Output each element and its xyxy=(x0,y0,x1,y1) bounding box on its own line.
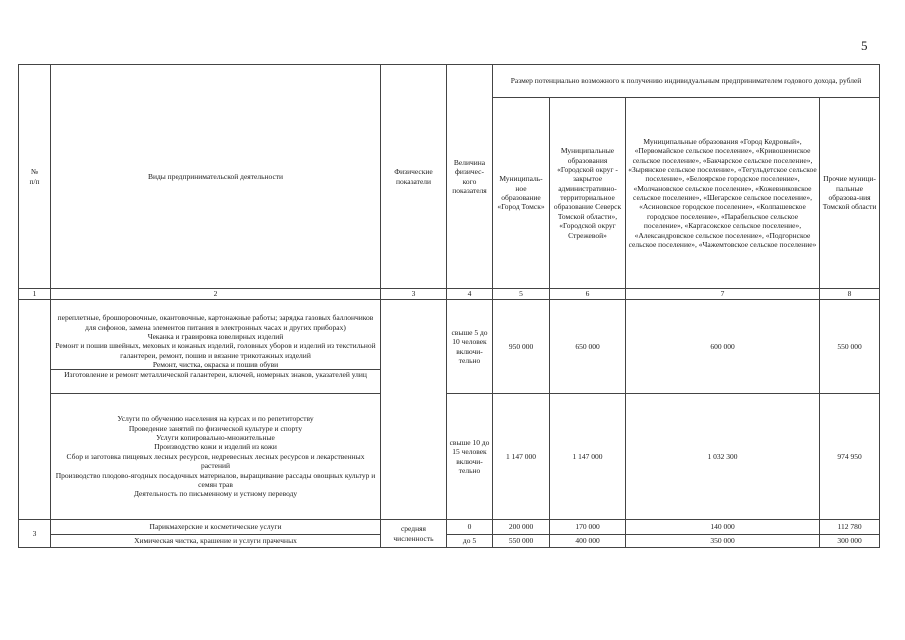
header-seversk: Муниципальные образования «Городской округ - закрытое административно-территориальное образование Северск Томской области», «Городской округ Стрежевой» xyxy=(550,98,626,289)
row-no-cell: 3 xyxy=(19,520,51,548)
table-row xyxy=(19,394,880,520)
phys-cell xyxy=(381,300,447,520)
other-cell: 300 000 xyxy=(820,535,880,548)
header-rural: Муниципальные образования «Город Кедровый», «Первомайское сельское поселение», «Кривошеинское сельское поселение», «Бакчарское сельское поселение», «Зырянское сельское поселение», «Тегульдетское сельское поселение», «Белоярское городское поселение», «Молчановское сельское поселение», «Кожевниковское сельское поселение», «Шегарское сельское поселение», «Асиновское городское поселение», «Колпашевское городское поселение», «Парабельское сельское поселение», «Каргасокское сельское поселение», «Александровское сельское поселение», «Подгорнское сельское поселение», «Чажемтовское сельское поселение» xyxy=(626,98,820,289)
other-cell: 550 000 xyxy=(820,300,880,394)
value-cell: свыше 10 до 15 человек включи-тельно xyxy=(447,394,493,520)
activity-text: Ремонт и пошив швейных, меховых и кожаных изделий, головных уборов и изделий из текстильной галантереи, ремонт, пошив и вязание трикотажных изделий xyxy=(55,341,376,360)
phys-cell: средняя численность xyxy=(381,520,447,548)
activity-text: Чеканка и гравировка ювелирных изделий xyxy=(147,331,284,341)
seversk-cell: 1 147 000 xyxy=(550,394,626,520)
tomsk-cell: 1 147 000 xyxy=(493,394,550,520)
tomsk-cell: 200 000 xyxy=(493,520,550,535)
tomsk-cell: 950 000 xyxy=(493,300,550,394)
col-number: 7 xyxy=(626,289,820,300)
other-cell: 974 950 xyxy=(820,394,880,520)
rural-cell: 140 000 xyxy=(626,520,820,535)
seversk-cell: 650 000 xyxy=(550,300,626,394)
activity-text: Изготовление и ремонт металлической галантереи, ключей, номерных знаков, указателей улиц xyxy=(51,369,380,379)
col-number: 3 xyxy=(381,289,447,300)
table-row xyxy=(19,535,880,548)
value-cell: до 5 xyxy=(447,535,493,548)
header-no: № п/п xyxy=(19,65,51,289)
page-number: 5 xyxy=(861,38,868,53)
value-cell: свыше 5 до 10 человек включи-тельно xyxy=(447,300,493,394)
rural-cell: 350 000 xyxy=(626,535,820,548)
activity-text: Ремонт, чистка, окраска и пошив обуви xyxy=(152,360,279,370)
activity-cell: Химическая чистка, крашение и услуги прачечных xyxy=(51,535,381,548)
activity-cell xyxy=(51,394,381,520)
rural-cell: 600 000 xyxy=(626,300,820,394)
other-cell: 112 780 xyxy=(820,520,880,535)
table-row xyxy=(19,520,880,535)
col-number: 8 xyxy=(820,289,880,300)
col-number: 1 xyxy=(19,289,51,300)
header-other: Прочие муници-пальные образова-ния Томской области xyxy=(820,98,880,289)
activity-text: Услуги копировально-множительные xyxy=(156,433,275,443)
activity-cell: Парикмахерские и косметические услуги xyxy=(51,520,381,535)
col-number: 5 xyxy=(493,289,550,300)
header-income-group: Размер потенциально возможного к получению индивидуальным предпринимателем годового дохода, рублей xyxy=(493,65,880,98)
col-number: 4 xyxy=(447,289,493,300)
activity-text: Услуги по обучению населения на курсах и по репетиторству xyxy=(117,414,314,424)
activity-text: Сбор и заготовка пищевых лесных ресурсов, недревесных лесных ресурсов и лекарственных растений xyxy=(66,451,365,471)
col-number: 6 xyxy=(550,289,626,300)
activity-text: Производство плодово-ягодных посадочных материалов, выращивание рассады овощных культур и семян трав xyxy=(55,470,376,489)
header-physical-indicators: Физические показатели xyxy=(381,65,447,289)
row-no-cell xyxy=(19,300,51,520)
header-indicator-value: Величина физичес-кого показателя xyxy=(447,65,493,289)
header-activity-types: Виды предпринимательской деятельности xyxy=(51,65,381,289)
seversk-cell: 170 000 xyxy=(550,520,626,535)
seversk-cell: 400 000 xyxy=(550,535,626,548)
activity-text: Производство кожи и изделий из кожи xyxy=(154,442,277,452)
income-table xyxy=(18,64,880,548)
rural-cell: 1 032 300 xyxy=(626,394,820,520)
value-cell: 0 xyxy=(447,520,493,535)
activity-text: Деятельность по письменному и устному переводу xyxy=(133,489,298,499)
tomsk-cell: 550 000 xyxy=(493,535,550,548)
col-number: 2 xyxy=(51,289,381,300)
header-tomsk: Муниципаль-ное образование «Город Томск» xyxy=(493,98,550,289)
activity-text: переплетные, брошюровочные, окантовочные, картонажные работы; зарядка газовых баллончиков для сифонов, замена элементов питания в электронных часах и других приборах) xyxy=(57,313,374,332)
table-row xyxy=(19,300,880,394)
activity-text: Проведение занятий по физической культуре и спорту xyxy=(128,423,303,433)
activity-cell xyxy=(51,300,381,394)
